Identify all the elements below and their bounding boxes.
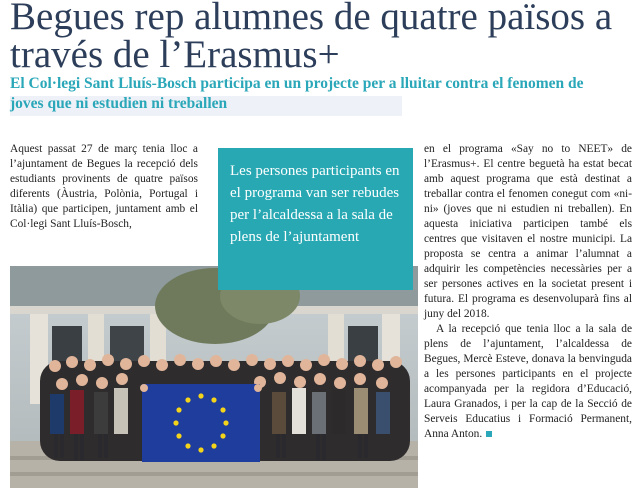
body-paragraph: Aquest passat 27 de març tenia lloc a l’ajuntament de Begues la recepció dels estudiants provinents de quatre països diferents (Àustria, Polònia, Portugal i Itàlia) que participen, juntament amb el Col·legi Sant Lluís-Bosch, (10, 143, 198, 230)
body-paragraph: en el programa «Say no to NEET» de l’Erasmus+. El centre beguetà ha estat becat amb aquest programa que està destinat a treballar contra el fenomen conegut com «ni-ni» (joves que ni estudien ni treballen). En aquesta iniciativa participen també els centres que visitaven el nostre municipi. La proposta se centra a animar l’alumnat a adquirir les competències necessàries per a ser persones actives en la societat present i futura. El programa es desenvoluparà fins al juny del 2018. (424, 143, 632, 320)
subheadline: El Col·legi Sant Lluís-Bosch participa en un projecte per a lluitar contra el fenomen de joves que ni estudien ni treballen (10, 75, 584, 112)
body-column-right (424, 142, 632, 442)
pullquote-box (218, 148, 413, 290)
body-paragraph-text: A la recepció que tenia lloc a la sala de plens de l’ajuntament, l’alcaldessa de Begues, Mercè Esteve, donava la benvinguda a les persones participants en el projecte acompanyada per la regidora d’Educació, Laura Granados, i per la cap de la Secció de Serveis Educatius i Formació Permanent, Anna Anton. (424, 323, 632, 440)
group-photo (10, 266, 418, 488)
headline: Begues rep alumnes de quatre països a través de l’Erasmus+ (10, 0, 613, 76)
body-paragraph (424, 322, 632, 442)
pullquote-text: Les persones participants en el programa van ser rebudes per l’alcaldessa a la sala de plens de l’ajuntament (230, 163, 400, 245)
eu-flag (140, 384, 262, 462)
body-column-left (10, 142, 198, 232)
group-photo-illustration (10, 266, 418, 488)
end-of-article-mark (486, 431, 492, 437)
